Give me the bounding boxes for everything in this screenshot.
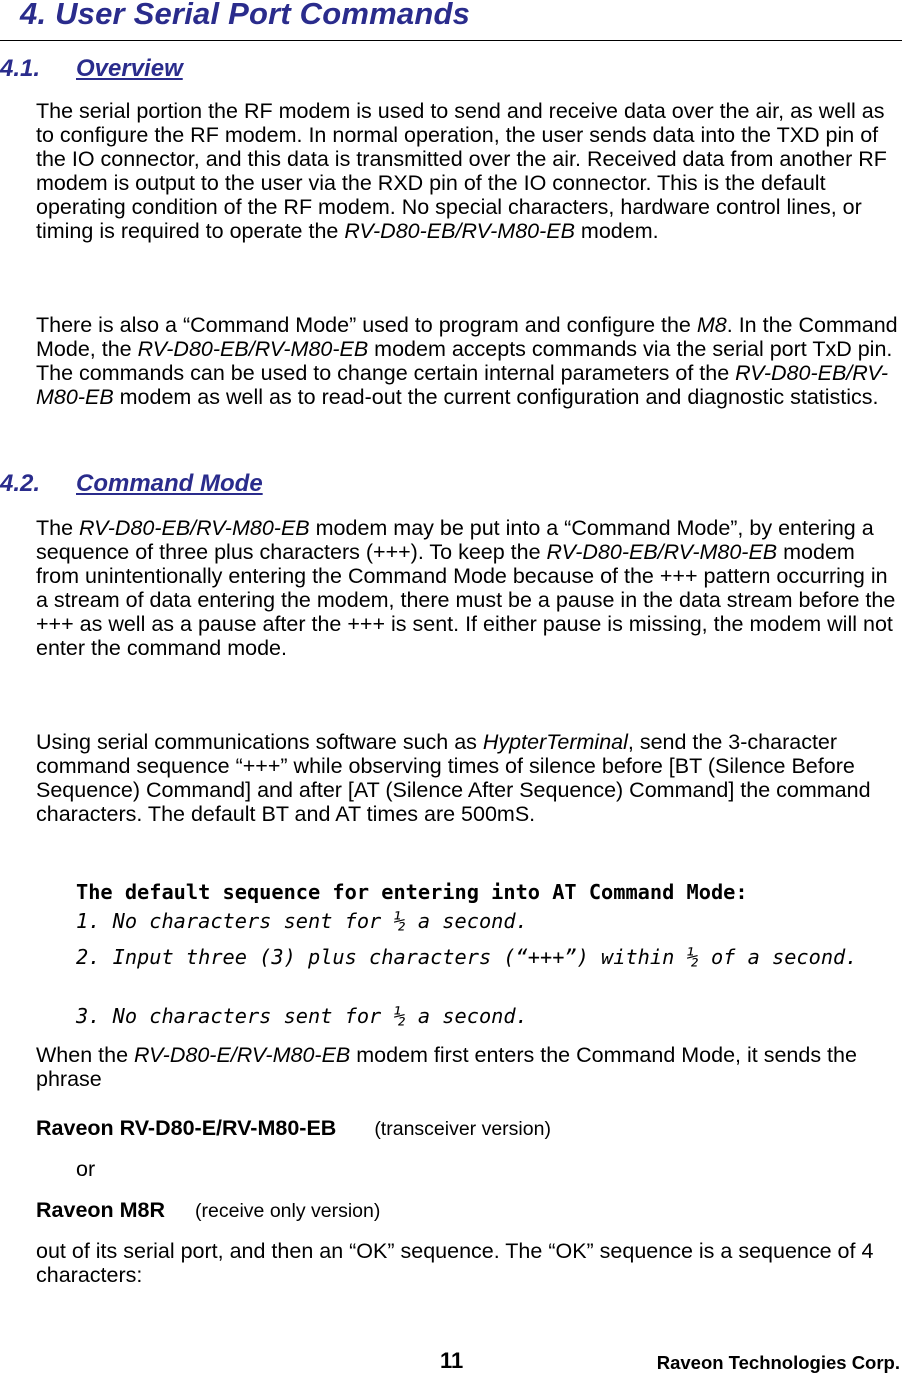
- or-text: or: [76, 1157, 96, 1181]
- command-mode-paragraph-4: out of its serial port, and then an “OK” sequence. The “OK” sequence is a sequence of 4 characters:: [36, 1239, 874, 1287]
- product-name: Raveon M8R: [36, 1198, 166, 1222]
- chapter-divider: [0, 40, 902, 41]
- section-number: 4.2.: [0, 470, 41, 497]
- product-note: (receive only version): [195, 1200, 381, 1222]
- product-line-receiver: [36, 1198, 380, 1223]
- sequence-step: 2. Input three (3) plus characters (“+++”) within ½ of a second.: [76, 945, 858, 969]
- model-name: RV-D80-EB/RV-M80-EB: [546, 539, 778, 564]
- model-name: RV-D80-E/RV-M80-EB: [134, 1043, 351, 1067]
- model-name: M8: [696, 313, 727, 337]
- model-name: RV-D80-EB/RV-M80-EB: [344, 218, 575, 243]
- command-mode-paragraph-3: When the RV-D80-E/RV-M80-EB modem first enters the Command Mode, it sends the phrase: [36, 1043, 857, 1091]
- section-heading-overview: [0, 55, 183, 83]
- model-name: RV-D80-EB/RV-M80-EB: [79, 516, 310, 540]
- sequence-title: The default sequence for entering into AT Command Mode:: [76, 880, 748, 904]
- section-title: Overview: [76, 55, 183, 82]
- command-mode-paragraph-1: The RV-D80-EB/RV-M80-EB modem may be put into a “Command Mode”, by entering a sequence of three plus characters (+++). To keep the RV-D80-EB/RV-M80-EB modem from unintentionally entering the Command Mode because of the +++ pattern occurring in a stream of data entering the modem, there must be a pause in the data stream before the +++ as well as a pause after the +++ is sent. If either pause is missing, the modem will not enter the command mode.: [36, 516, 896, 660]
- page-number: 11: [440, 1348, 464, 1373]
- product-name: Raveon RV-D80-E/RV-M80-EB: [36, 1116, 337, 1140]
- section-heading-command-mode: [0, 470, 263, 498]
- section-number: 4.1.: [0, 55, 41, 82]
- product-line-transceiver: [36, 1116, 551, 1141]
- software-name: HypterTerminal: [482, 730, 628, 754]
- product-note: (transceiver version): [374, 1118, 551, 1140]
- sequence-step: 1. No characters sent for ½ a second.: [76, 909, 528, 933]
- model-name: RV-D80-EB/RV-M80-EB: [137, 336, 369, 361]
- overview-paragraph-2: There is also a “Command Mode” used to program and configure the M8. In the Command Mode, the RV-D80-EB/RV-M80-EB modem accepts commands via the serial port TxD pin. The commands can be used to change certain internal parameters of the RV-D80-EB/RV-M80-EB modem as well as to read-out the current configuration and diagnostic statistics.: [36, 313, 898, 409]
- command-mode-paragraph-2: Using serial communications software such as HypterTerminal, send the 3-character command sequence “+++” while observing times of silence before [BT (Silence Before Sequence) Command] and after [AT (Silence After Sequence) Command] the command characters. The default BT and AT times are 500mS.: [36, 730, 871, 826]
- overview-paragraph-1: The serial portion the RF modem is used to send and receive data over the air, as well as to configure the RF modem. In normal operation, the user sends data into the TXD pin of the IO connector, and this data is transmitted over the air. Received data from another RF modem is output to the user via the RXD pin of the IO connector. This is the default operating condition of the RF modem. No special characters, hardware control lines, or timing is required to operate the RV-D80-EB/RV-M80-EB modem.: [36, 99, 887, 243]
- model-name: RV-D80-EB/RV-M80-EB: [36, 360, 889, 409]
- section-title: Command Mode: [76, 470, 263, 497]
- sequence-step: 3. No characters sent for ½ a second.: [76, 1004, 528, 1028]
- chapter-title: 4. User Serial Port Commands: [20, 0, 471, 31]
- footer-company: Raveon Technologies Corp.: [656, 1352, 900, 1373]
